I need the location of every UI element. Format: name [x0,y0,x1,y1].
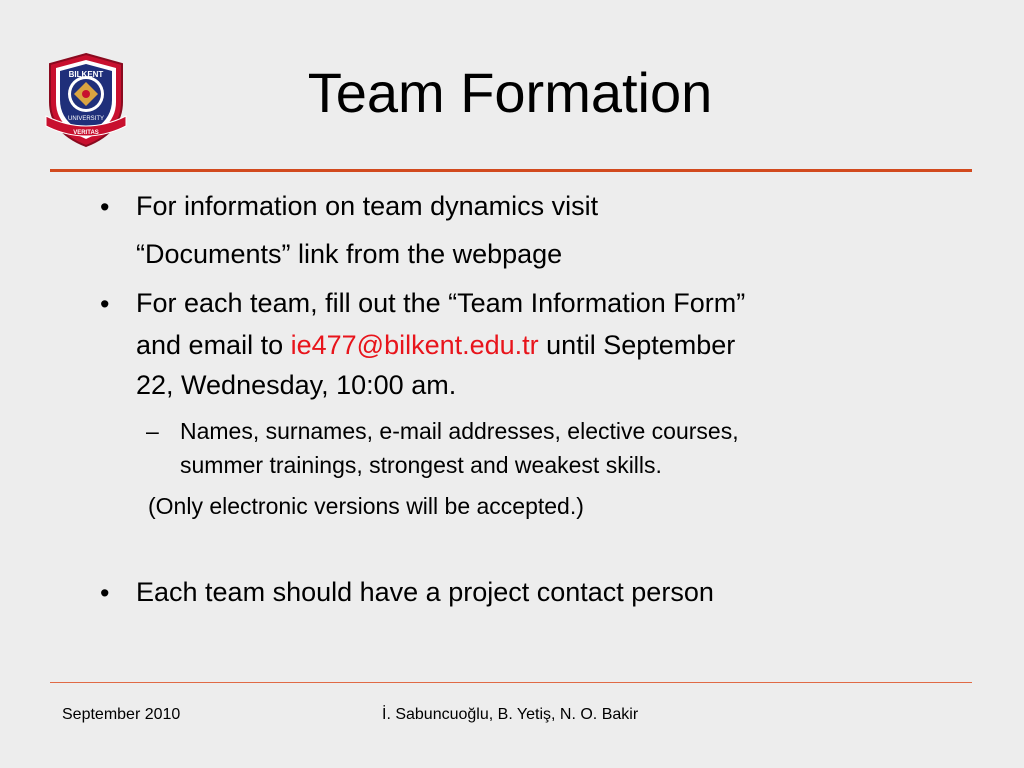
bullet-marker: • [100,192,110,222]
logo-text-top: BILKENT [68,70,104,79]
bullet-1-line-1: For information on team dynamics visit [136,191,599,221]
note-text: (Only electronic versions will be accepted.) [148,493,584,519]
bullet-2-line-2-pre: and email to [136,330,291,360]
footer-divider [50,682,972,683]
footer-authors: İ. Sabuncuoğlu, B. Yetiş, N. O. Bakir [382,706,639,723]
sub-bullet-line-1: Names, surnames, e-mail addresses, elective courses, [180,418,739,444]
sub-bullet-line-2: summer trainings, strongest and weakest skills. [180,452,662,478]
bullet-1-line-2: “Documents” link from the webpage [136,239,563,269]
sub-bullet-marker: – [146,418,159,444]
email-link[interactable]: ie477@bilkent.edu.tr [290,330,539,360]
footer-date: September 2010 [62,706,181,723]
university-crest-icon [44,50,128,150]
title-divider [50,169,972,172]
bullet-3-line-1: Each team should have a project contact person [136,577,714,607]
logo-text-sub: UNIVERSITY [67,116,105,122]
bullet-2-line-2 [136,330,735,361]
bullet-marker: • [100,289,110,319]
bullet-2-line-2-post: until September [538,330,736,360]
bullet-marker: • [100,578,110,608]
slide-title: Team Formation [307,61,713,124]
logo-text-band: VERITAS [73,130,99,136]
bullet-2-line-1: For each team, fill out the “Team Information Form” [136,288,746,318]
bullet-2-line-3: 22, Wednesday, 10:00 am. [136,370,457,400]
